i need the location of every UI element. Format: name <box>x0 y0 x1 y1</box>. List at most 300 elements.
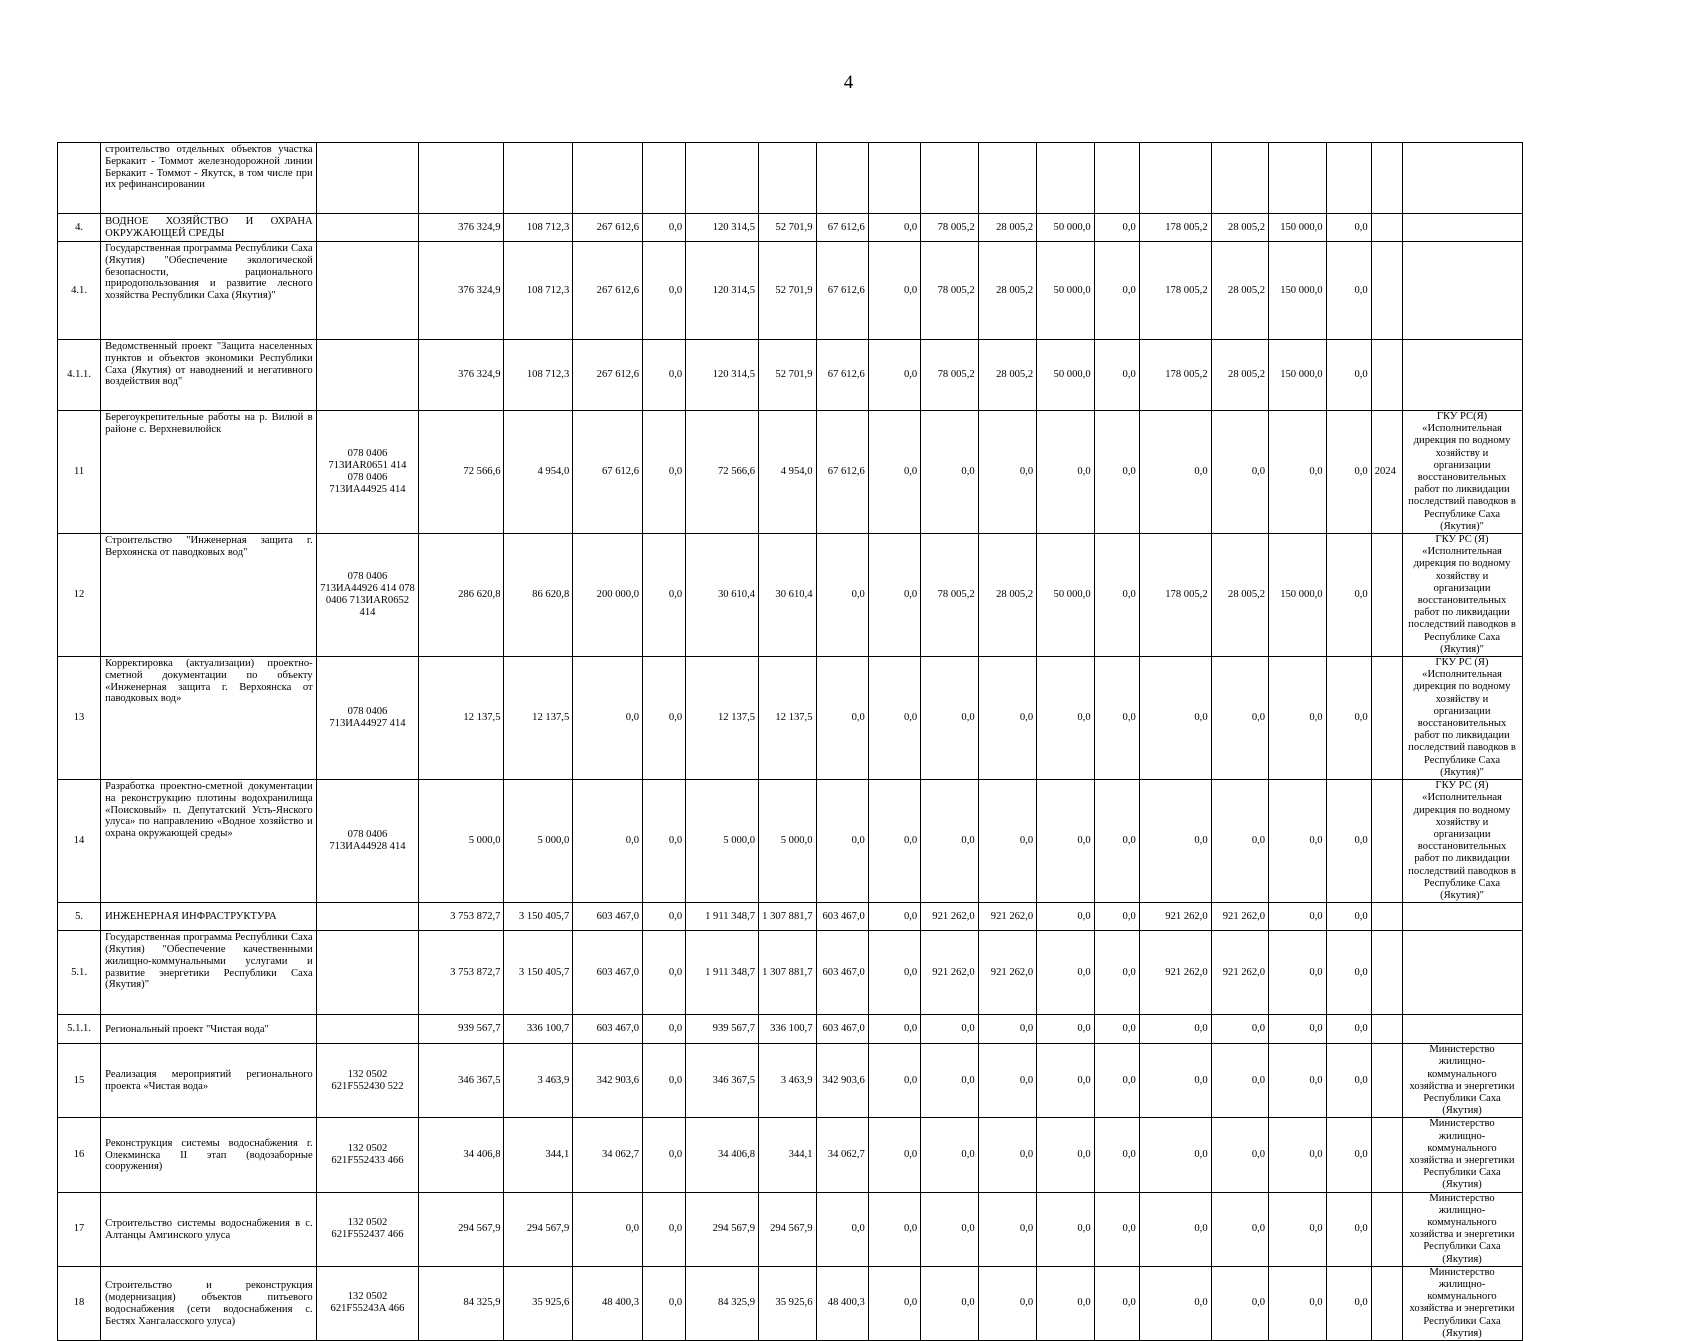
year-cell <box>1371 780 1402 903</box>
amount-cell: 603 467,0 <box>573 1015 643 1044</box>
amount-cell: 4 954,0 <box>504 411 573 534</box>
amount-cell: 0,0 <box>1269 657 1326 780</box>
amount-cell <box>1211 143 1268 214</box>
budget-code-cell <box>316 340 419 411</box>
amount-cell: 0,0 <box>1326 214 1371 242</box>
amount-cell: 0,0 <box>978 411 1037 534</box>
amount-cell: 294 567,9 <box>419 1192 504 1266</box>
executor-cell: Министерство жилищно-коммунального хозяйства и энергетики Республики Саха (Якутия) <box>1402 1192 1522 1266</box>
amount-cell: 0,0 <box>1094 214 1139 242</box>
amount-cell: 12 137,5 <box>504 657 573 780</box>
amount-cell: 28 005,2 <box>978 242 1037 340</box>
amount-cell: 67 612,6 <box>816 340 868 411</box>
amount-cell: 0,0 <box>643 657 686 780</box>
object-name-cell: Строительство и реконструкция (модернизация) объектов питьевого водоснабжения (сети водоснабжения с. Бестях Хангаласского улуса) <box>101 1266 317 1340</box>
amount-cell: 0,0 <box>921 1044 978 1118</box>
amount-cell: 267 612,6 <box>573 242 643 340</box>
amount-cell: 0,0 <box>1094 534 1139 657</box>
amount-cell: 0,0 <box>921 1266 978 1340</box>
amount-cell <box>419 143 504 214</box>
amount-cell <box>1139 143 1211 214</box>
amount-cell: 0,0 <box>643 1118 686 1192</box>
amount-cell: 0,0 <box>978 657 1037 780</box>
amount-cell: 0,0 <box>643 780 686 903</box>
amount-cell: 0,0 <box>1139 411 1211 534</box>
amount-cell: 0,0 <box>1269 931 1326 1015</box>
amount-cell: 34 406,8 <box>419 1118 504 1192</box>
amount-cell: 0,0 <box>978 1044 1037 1118</box>
amount-cell: 294 567,9 <box>759 1192 816 1266</box>
row-number-cell: 4. <box>58 214 101 242</box>
amount-cell: 0,0 <box>1211 657 1268 780</box>
amount-cell: 12 137,5 <box>759 657 816 780</box>
amount-cell: 1 911 348,7 <box>686 931 759 1015</box>
amount-cell: 0,0 <box>1326 1118 1371 1192</box>
row-number-cell <box>58 143 101 214</box>
executor-cell <box>1402 1015 1522 1044</box>
object-name-cell: ВОДНОЕ ХОЗЯЙСТВО И ОХРАНА ОКРУЖАЮЩЕЙ СРЕДЫ <box>101 214 317 242</box>
amount-cell <box>686 143 759 214</box>
amount-cell: 3 753 872,7 <box>419 931 504 1015</box>
amount-cell: 0,0 <box>1094 1015 1139 1044</box>
amount-cell: 0,0 <box>1269 1044 1326 1118</box>
table-row <box>58 1192 1647 1266</box>
amount-cell: 0,0 <box>643 903 686 931</box>
amount-cell: 0,0 <box>1139 1118 1211 1192</box>
amount-cell: 294 567,9 <box>504 1192 573 1266</box>
amount-cell: 0,0 <box>921 411 978 534</box>
amount-cell: 48 400,3 <box>573 1266 643 1340</box>
amount-cell: 30 610,4 <box>759 534 816 657</box>
amount-cell: 35 925,6 <box>504 1266 573 1340</box>
amount-cell: 0,0 <box>1326 534 1371 657</box>
row-number-cell: 5. <box>58 903 101 931</box>
object-name-cell: Ведомственный проект "Защита населенных пунктов и объектов экономики Республики Саха (Якутия) от наводнений и негативного воздействия вод" <box>101 340 317 411</box>
amount-cell: 178 005,2 <box>1139 242 1211 340</box>
table-row <box>58 903 1647 931</box>
amount-cell: 0,0 <box>1269 411 1326 534</box>
amount-cell: 4 954,0 <box>759 411 816 534</box>
executor-cell <box>1402 903 1522 931</box>
amount-cell: 0,0 <box>1037 931 1094 1015</box>
amount-cell: 78 005,2 <box>921 340 978 411</box>
amount-cell: 3 150 405,7 <box>504 931 573 1015</box>
row-number-cell: 17 <box>58 1192 101 1266</box>
executor-cell: Министерство жилищно-коммунального хозяйства и энергетики Республики Саха (Якутия) <box>1402 1266 1522 1340</box>
amount-cell: 0,0 <box>868 1044 920 1118</box>
amount-cell: 3 463,9 <box>759 1044 816 1118</box>
amount-cell: 0,0 <box>978 1015 1037 1044</box>
table-row <box>58 931 1647 1015</box>
object-name-cell: ИНЖЕНЕРНАЯ ИНФРАСТРУКТУРА <box>101 903 317 931</box>
amount-cell <box>1037 143 1094 214</box>
amount-cell: 921 262,0 <box>1211 903 1268 931</box>
amount-cell: 0,0 <box>868 411 920 534</box>
year-cell <box>1371 1015 1402 1044</box>
amount-cell: 120 314,5 <box>686 340 759 411</box>
amount-cell: 342 903,6 <box>816 1044 868 1118</box>
object-name-cell: Реализация мероприятий регионального проекта «Чистая вода» <box>101 1044 317 1118</box>
budget-code-cell <box>316 242 419 340</box>
amount-cell: 0,0 <box>978 1118 1037 1192</box>
amount-cell: 0,0 <box>1326 340 1371 411</box>
amount-cell: 30 610,4 <box>686 534 759 657</box>
budget-code-cell <box>316 903 419 931</box>
amount-cell: 0,0 <box>1211 1192 1268 1266</box>
executor-cell <box>1402 143 1522 214</box>
amount-cell: 921 262,0 <box>978 931 1037 1015</box>
budget-code-cell <box>316 931 419 1015</box>
row-number-cell: 4.1. <box>58 242 101 340</box>
amount-cell: 52 701,9 <box>759 242 816 340</box>
amount-cell: 0,0 <box>1037 1015 1094 1044</box>
executor-cell <box>1402 214 1522 242</box>
amount-cell: 28 005,2 <box>1211 242 1268 340</box>
amount-cell: 0,0 <box>1094 411 1139 534</box>
amount-cell: 0,0 <box>1094 780 1139 903</box>
amount-cell: 3 753 872,7 <box>419 903 504 931</box>
amount-cell: 0,0 <box>1094 340 1139 411</box>
budget-code-cell: 078 0406 713ИА44928 414 <box>316 780 419 903</box>
year-cell <box>1371 1118 1402 1192</box>
table-row <box>58 411 1647 534</box>
amount-cell: 5 000,0 <box>686 780 759 903</box>
object-name-cell: Корректировка (актуализации) проектно-сметной документации по объекту «Инженерная защита г. Верхоянска от паводковых вод» <box>101 657 317 780</box>
year-cell: 2024 <box>1371 411 1402 534</box>
amount-cell: 28 005,2 <box>1211 214 1268 242</box>
amount-cell: 939 567,7 <box>686 1015 759 1044</box>
amount-cell: 0,0 <box>1094 1192 1139 1266</box>
amount-cell: 34 062,7 <box>816 1118 868 1192</box>
year-cell <box>1371 1192 1402 1266</box>
year-cell <box>1371 1044 1402 1118</box>
table-row <box>58 1266 1647 1340</box>
amount-cell: 0,0 <box>1037 1192 1094 1266</box>
amount-cell <box>573 143 643 214</box>
amount-cell: 0,0 <box>643 1015 686 1044</box>
amount-cell <box>504 143 573 214</box>
year-cell <box>1371 657 1402 780</box>
amount-cell: 0,0 <box>921 1118 978 1192</box>
amount-cell: 0,0 <box>1094 903 1139 931</box>
amount-cell: 0,0 <box>868 1192 920 1266</box>
amount-cell: 28 005,2 <box>978 340 1037 411</box>
amount-cell: 0,0 <box>1037 411 1094 534</box>
amount-cell: 0,0 <box>1326 1266 1371 1340</box>
year-cell <box>1371 903 1402 931</box>
row-number-cell: 11 <box>58 411 101 534</box>
amount-cell: 0,0 <box>643 242 686 340</box>
amount-cell: 0,0 <box>573 657 643 780</box>
amount-cell: 0,0 <box>921 1192 978 1266</box>
object-name-cell: Строительство "Инженерная защита г. Верхоянска от паводковых вод" <box>101 534 317 657</box>
amount-cell: 50 000,0 <box>1037 340 1094 411</box>
year-cell <box>1371 242 1402 340</box>
amount-cell: 72 566,6 <box>419 411 504 534</box>
amount-cell: 0,0 <box>868 903 920 931</box>
amount-cell: 267 612,6 <box>573 214 643 242</box>
amount-cell: 0,0 <box>1094 242 1139 340</box>
amount-cell: 0,0 <box>868 214 920 242</box>
amount-cell: 150 000,0 <box>1269 214 1326 242</box>
amount-cell: 0,0 <box>1139 657 1211 780</box>
amount-cell: 0,0 <box>868 931 920 1015</box>
amount-cell: 921 262,0 <box>1211 931 1268 1015</box>
amount-cell: 267 612,6 <box>573 340 643 411</box>
table-row <box>58 780 1647 903</box>
amount-cell: 120 314,5 <box>686 214 759 242</box>
amount-cell: 0,0 <box>1094 657 1139 780</box>
amount-cell: 3 150 405,7 <box>504 903 573 931</box>
amount-cell: 150 000,0 <box>1269 340 1326 411</box>
amount-cell: 150 000,0 <box>1269 242 1326 340</box>
amount-cell: 0,0 <box>1037 1044 1094 1118</box>
amount-cell: 0,0 <box>573 780 643 903</box>
amount-cell: 12 137,5 <box>419 657 504 780</box>
amount-cell: 0,0 <box>1269 903 1326 931</box>
amount-cell: 286 620,8 <box>419 534 504 657</box>
amount-cell: 0,0 <box>868 1266 920 1340</box>
amount-cell: 48 400,3 <box>816 1266 868 1340</box>
amount-cell: 0,0 <box>1269 1192 1326 1266</box>
amount-cell: 108 712,3 <box>504 242 573 340</box>
budget-code-cell: 078 0406 713ИА44926 414 078 0406 713ИАR0652 414 <box>316 534 419 657</box>
executor-cell <box>1402 931 1522 1015</box>
executor-cell: ГКУ РС (Я) «Исполнительная дирекция по водному хозяйству и организации восстановительных работ по ликвидации последствий паводков в Республике Саха (Якутия)" <box>1402 780 1522 903</box>
amount-cell: 0,0 <box>1037 1266 1094 1340</box>
page-number: 4 <box>843 72 854 93</box>
amount-cell: 0,0 <box>1211 411 1268 534</box>
executor-cell: ГКУ РС (Я) «Исполнительная дирекция по водному хозяйству и организации восстановительных работ по ликвидации последствий паводков в Республике Саха (Якутия)" <box>1402 657 1522 780</box>
budget-code-cell: 132 0502 621F552437 466 <box>316 1192 419 1266</box>
amount-cell: 1 911 348,7 <box>686 903 759 931</box>
row-number-cell: 12 <box>58 534 101 657</box>
budget-code-cell: 132 0502 621F552430 522 <box>316 1044 419 1118</box>
amount-cell: 0,0 <box>921 1015 978 1044</box>
year-cell <box>1371 931 1402 1015</box>
amount-cell: 0,0 <box>1326 903 1371 931</box>
amount-cell: 0,0 <box>816 1192 868 1266</box>
amount-cell: 0,0 <box>816 534 868 657</box>
amount-cell <box>1269 143 1326 214</box>
amount-cell: 344,1 <box>504 1118 573 1192</box>
amount-cell: 28 005,2 <box>978 534 1037 657</box>
amount-cell: 0,0 <box>1269 1266 1326 1340</box>
executor-cell: Министерство жилищно-коммунального хозяйства и энергетики Республики Саха (Якутия) <box>1402 1118 1522 1192</box>
amount-cell: 108 712,3 <box>504 214 573 242</box>
row-number-cell: 14 <box>58 780 101 903</box>
amount-cell: 376 324,9 <box>419 242 504 340</box>
amount-cell: 0,0 <box>643 1044 686 1118</box>
amount-cell: 72 566,6 <box>686 411 759 534</box>
amount-cell: 150 000,0 <box>1269 534 1326 657</box>
amount-cell: 67 612,6 <box>573 411 643 534</box>
amount-cell: 0,0 <box>1269 1118 1326 1192</box>
amount-cell: 52 701,9 <box>759 214 816 242</box>
amount-cell: 346 367,5 <box>419 1044 504 1118</box>
amount-cell: 67 612,6 <box>816 242 868 340</box>
amount-cell: 0,0 <box>1139 1015 1211 1044</box>
amount-cell: 0,0 <box>1094 1266 1139 1340</box>
amount-cell: 0,0 <box>1037 780 1094 903</box>
amount-cell: 0,0 <box>978 1266 1037 1340</box>
amount-cell: 0,0 <box>573 1192 643 1266</box>
executor-cell <box>1402 340 1522 411</box>
amount-cell: 84 325,9 <box>686 1266 759 1340</box>
row-number-cell: 18 <box>58 1266 101 1340</box>
amount-cell: 78 005,2 <box>921 242 978 340</box>
budget-code-cell: 132 0502 621F552433 466 <box>316 1118 419 1192</box>
budget-code-cell: 078 0406 713ИА44927 414 <box>316 657 419 780</box>
amount-cell: 376 324,9 <box>419 214 504 242</box>
amount-cell: 0,0 <box>1139 1266 1211 1340</box>
amount-cell: 0,0 <box>1269 1015 1326 1044</box>
amount-cell: 178 005,2 <box>1139 534 1211 657</box>
amount-cell: 0,0 <box>1326 1015 1371 1044</box>
amount-cell: 0,0 <box>921 657 978 780</box>
amount-cell: 921 262,0 <box>1139 903 1211 931</box>
table-row <box>58 214 1647 242</box>
object-name-cell: строительство отдельных объектов участка Беркакит - Томмот железнодорожной линии Беркакит - Томмот - Якутск, в том числе при их рефинансировании <box>101 143 317 214</box>
executor-cell <box>1402 242 1522 340</box>
amount-cell: 0,0 <box>868 534 920 657</box>
year-cell <box>1371 143 1402 214</box>
amount-cell: 603 467,0 <box>816 903 868 931</box>
budget-code-cell <box>316 1015 419 1044</box>
amount-cell: 5 000,0 <box>759 780 816 903</box>
amount-cell: 0,0 <box>1037 1118 1094 1192</box>
amount-cell: 1 307 881,7 <box>759 903 816 931</box>
amount-cell: 0,0 <box>1139 1044 1211 1118</box>
table-row <box>58 242 1647 340</box>
amount-cell: 0,0 <box>1211 1118 1268 1192</box>
amount-cell: 200 000,0 <box>573 534 643 657</box>
amount-cell <box>759 143 816 214</box>
row-number-cell: 5.1.1. <box>58 1015 101 1044</box>
amount-cell: 0,0 <box>643 214 686 242</box>
amount-cell: 34 406,8 <box>686 1118 759 1192</box>
amount-cell: 0,0 <box>1211 1044 1268 1118</box>
amount-cell: 0,0 <box>1037 903 1094 931</box>
amount-cell: 0,0 <box>978 780 1037 903</box>
amount-cell: 342 903,6 <box>573 1044 643 1118</box>
amount-cell: 0,0 <box>1326 242 1371 340</box>
amount-cell: 120 314,5 <box>686 242 759 340</box>
amount-cell: 28 005,2 <box>978 214 1037 242</box>
amount-cell: 0,0 <box>1326 931 1371 1015</box>
amount-cell: 921 262,0 <box>1139 931 1211 1015</box>
amount-cell: 78 005,2 <box>921 534 978 657</box>
table-row <box>58 534 1647 657</box>
amount-cell: 0,0 <box>1094 1044 1139 1118</box>
amount-cell: 603 467,0 <box>816 1015 868 1044</box>
row-number-cell: 16 <box>58 1118 101 1192</box>
amount-cell: 0,0 <box>1139 780 1211 903</box>
amount-cell: 0,0 <box>921 780 978 903</box>
row-number-cell: 13 <box>58 657 101 780</box>
amount-cell <box>978 143 1037 214</box>
amount-cell: 0,0 <box>1326 411 1371 534</box>
amount-cell: 5 000,0 <box>419 780 504 903</box>
amount-cell: 34 062,7 <box>573 1118 643 1192</box>
amount-cell: 0,0 <box>643 931 686 1015</box>
amount-cell: 84 325,9 <box>419 1266 504 1340</box>
amount-cell <box>1094 143 1139 214</box>
amount-cell: 0,0 <box>643 411 686 534</box>
amount-cell: 0,0 <box>1094 931 1139 1015</box>
year-cell <box>1371 340 1402 411</box>
budget-code-cell <box>316 143 419 214</box>
amount-cell: 921 262,0 <box>921 903 978 931</box>
amount-cell: 12 137,5 <box>686 657 759 780</box>
amount-cell: 0,0 <box>868 1015 920 1044</box>
amount-cell: 0,0 <box>1326 1044 1371 1118</box>
amount-cell <box>1326 143 1371 214</box>
amount-cell: 0,0 <box>643 1266 686 1340</box>
amount-cell: 67 612,6 <box>816 214 868 242</box>
amount-cell: 0,0 <box>868 780 920 903</box>
amount-cell: 344,1 <box>759 1118 816 1192</box>
amount-cell <box>816 143 868 214</box>
budget-code-cell <box>316 214 419 242</box>
amount-cell: 1 307 881,7 <box>759 931 816 1015</box>
amount-cell: 0,0 <box>978 1192 1037 1266</box>
object-name-cell: Государственная программа Республики Саха (Якутия) "Обеспечение качественными жилищно-коммунальными услугами и развитие энергетики Республики Саха (Якутия)" <box>101 931 317 1015</box>
amount-cell: 0,0 <box>816 780 868 903</box>
table-row <box>58 1015 1647 1044</box>
amount-cell: 0,0 <box>1037 657 1094 780</box>
row-number-cell: 5.1. <box>58 931 101 1015</box>
amount-cell: 0,0 <box>1211 1266 1268 1340</box>
budget-table <box>57 142 1647 1341</box>
amount-cell: 67 612,6 <box>816 411 868 534</box>
amount-cell: 3 463,9 <box>504 1044 573 1118</box>
amount-cell: 336 100,7 <box>504 1015 573 1044</box>
amount-cell: 52 701,9 <box>759 340 816 411</box>
table-row <box>58 657 1647 780</box>
year-cell <box>1371 534 1402 657</box>
amount-cell: 0,0 <box>643 534 686 657</box>
budget-code-cell: 078 0406 713ИАR0651 414 078 0406 713ИА44925 414 <box>316 411 419 534</box>
amount-cell: 336 100,7 <box>759 1015 816 1044</box>
year-cell <box>1371 214 1402 242</box>
amount-cell: 603 467,0 <box>573 903 643 931</box>
amount-cell: 86 620,8 <box>504 534 573 657</box>
amount-cell: 28 005,2 <box>1211 534 1268 657</box>
table-row <box>58 340 1647 411</box>
amount-cell: 0,0 <box>1326 1192 1371 1266</box>
executor-cell: ГКУ РС (Я) «Исполнительная дирекция по водному хозяйству и организации восстановительных работ по ликвидации последствий паводков в Республике Саха (Якутия)" <box>1402 534 1522 657</box>
amount-cell: 0,0 <box>1269 780 1326 903</box>
amount-cell: 50 000,0 <box>1037 534 1094 657</box>
amount-cell: 35 925,6 <box>759 1266 816 1340</box>
amount-cell: 0,0 <box>868 657 920 780</box>
year-cell <box>1371 1266 1402 1340</box>
amount-cell: 294 567,9 <box>686 1192 759 1266</box>
amount-cell: 376 324,9 <box>419 340 504 411</box>
amount-cell: 0,0 <box>1211 1015 1268 1044</box>
amount-cell: 5 000,0 <box>504 780 573 903</box>
amount-cell: 0,0 <box>1326 657 1371 780</box>
amount-cell: 0,0 <box>868 242 920 340</box>
amount-cell: 50 000,0 <box>1037 214 1094 242</box>
table-row <box>58 143 1647 214</box>
amount-cell: 0,0 <box>643 340 686 411</box>
amount-cell: 0,0 <box>1139 1192 1211 1266</box>
row-number-cell: 15 <box>58 1044 101 1118</box>
amount-cell: 346 367,5 <box>686 1044 759 1118</box>
amount-cell: 28 005,2 <box>1211 340 1268 411</box>
